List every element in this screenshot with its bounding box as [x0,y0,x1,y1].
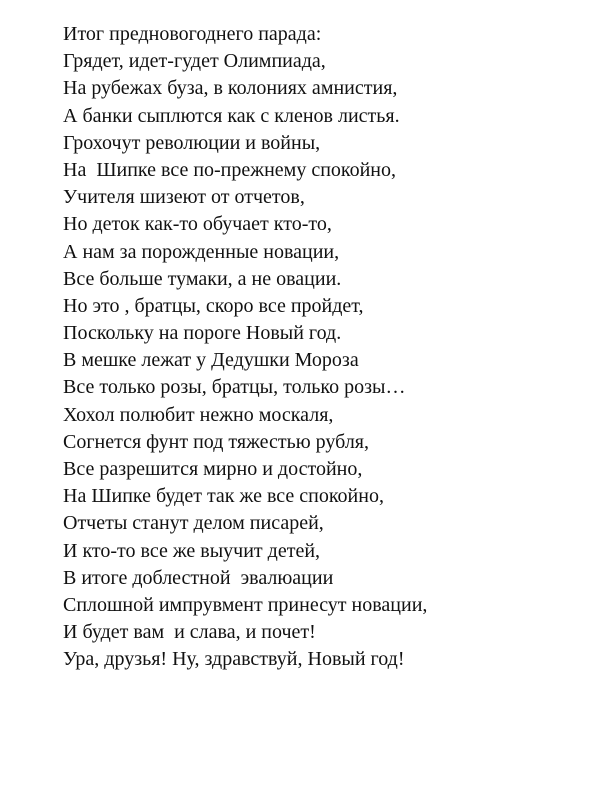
poem-line: Но это , братцы, скоро все пройдет, [63,294,364,317]
poem-line: Грохочут революции и войны, [63,131,321,154]
poem-line: В мешке лежат у Дедушки Мороза [63,349,359,372]
poem-line: Грядет, идет-гудет Олимпиада, [63,50,326,73]
poem-line: Все больше тумаки, а не овации. [63,267,342,290]
poem-line: И кто-то все же выучит детей, [63,539,321,562]
poem-text [63,21,427,674]
poem-line: На Шипке будет так же все спокойно, [63,485,384,508]
poem-line: Сплошной импрувмент принесут новации, [63,593,428,616]
poem-line: И будет вам и слава, и почет! [63,621,316,644]
poem-line: Хохол полюбит нежно москаля, [63,403,334,426]
poem-line: Отчеты станут делом писарей, [63,512,324,535]
poem-line: На рубежах буза, в колониях амнистия, [63,77,398,100]
poem-line: А банки сыплются как с кленов листья. [63,104,400,127]
poem-line: На Шипке все по-прежнему спокойно, [63,158,397,181]
poem-line: Учителя шизеют от отчетов, [63,186,305,209]
poem-line: А нам за порожденные новации, [63,240,340,263]
poem-line: Все разрешится мирно и достойно, [63,458,363,480]
poem-line: Поскольку на пороге Новый год. [63,322,342,345]
poem-line: Но деток как-то обучает кто-то, [63,213,332,236]
poem-line: Ура, друзья! Ну, здравствуй, Новый год! [63,648,405,671]
poem-line: Согнется фунт под тяжестью рубля, [63,430,370,453]
poem-line: Все только розы, братцы, только розы… [63,376,406,399]
poem-line: Итог предновогоднего парада: [63,23,322,45]
poem-line: В итоге доблестной эвалюации [63,566,334,589]
